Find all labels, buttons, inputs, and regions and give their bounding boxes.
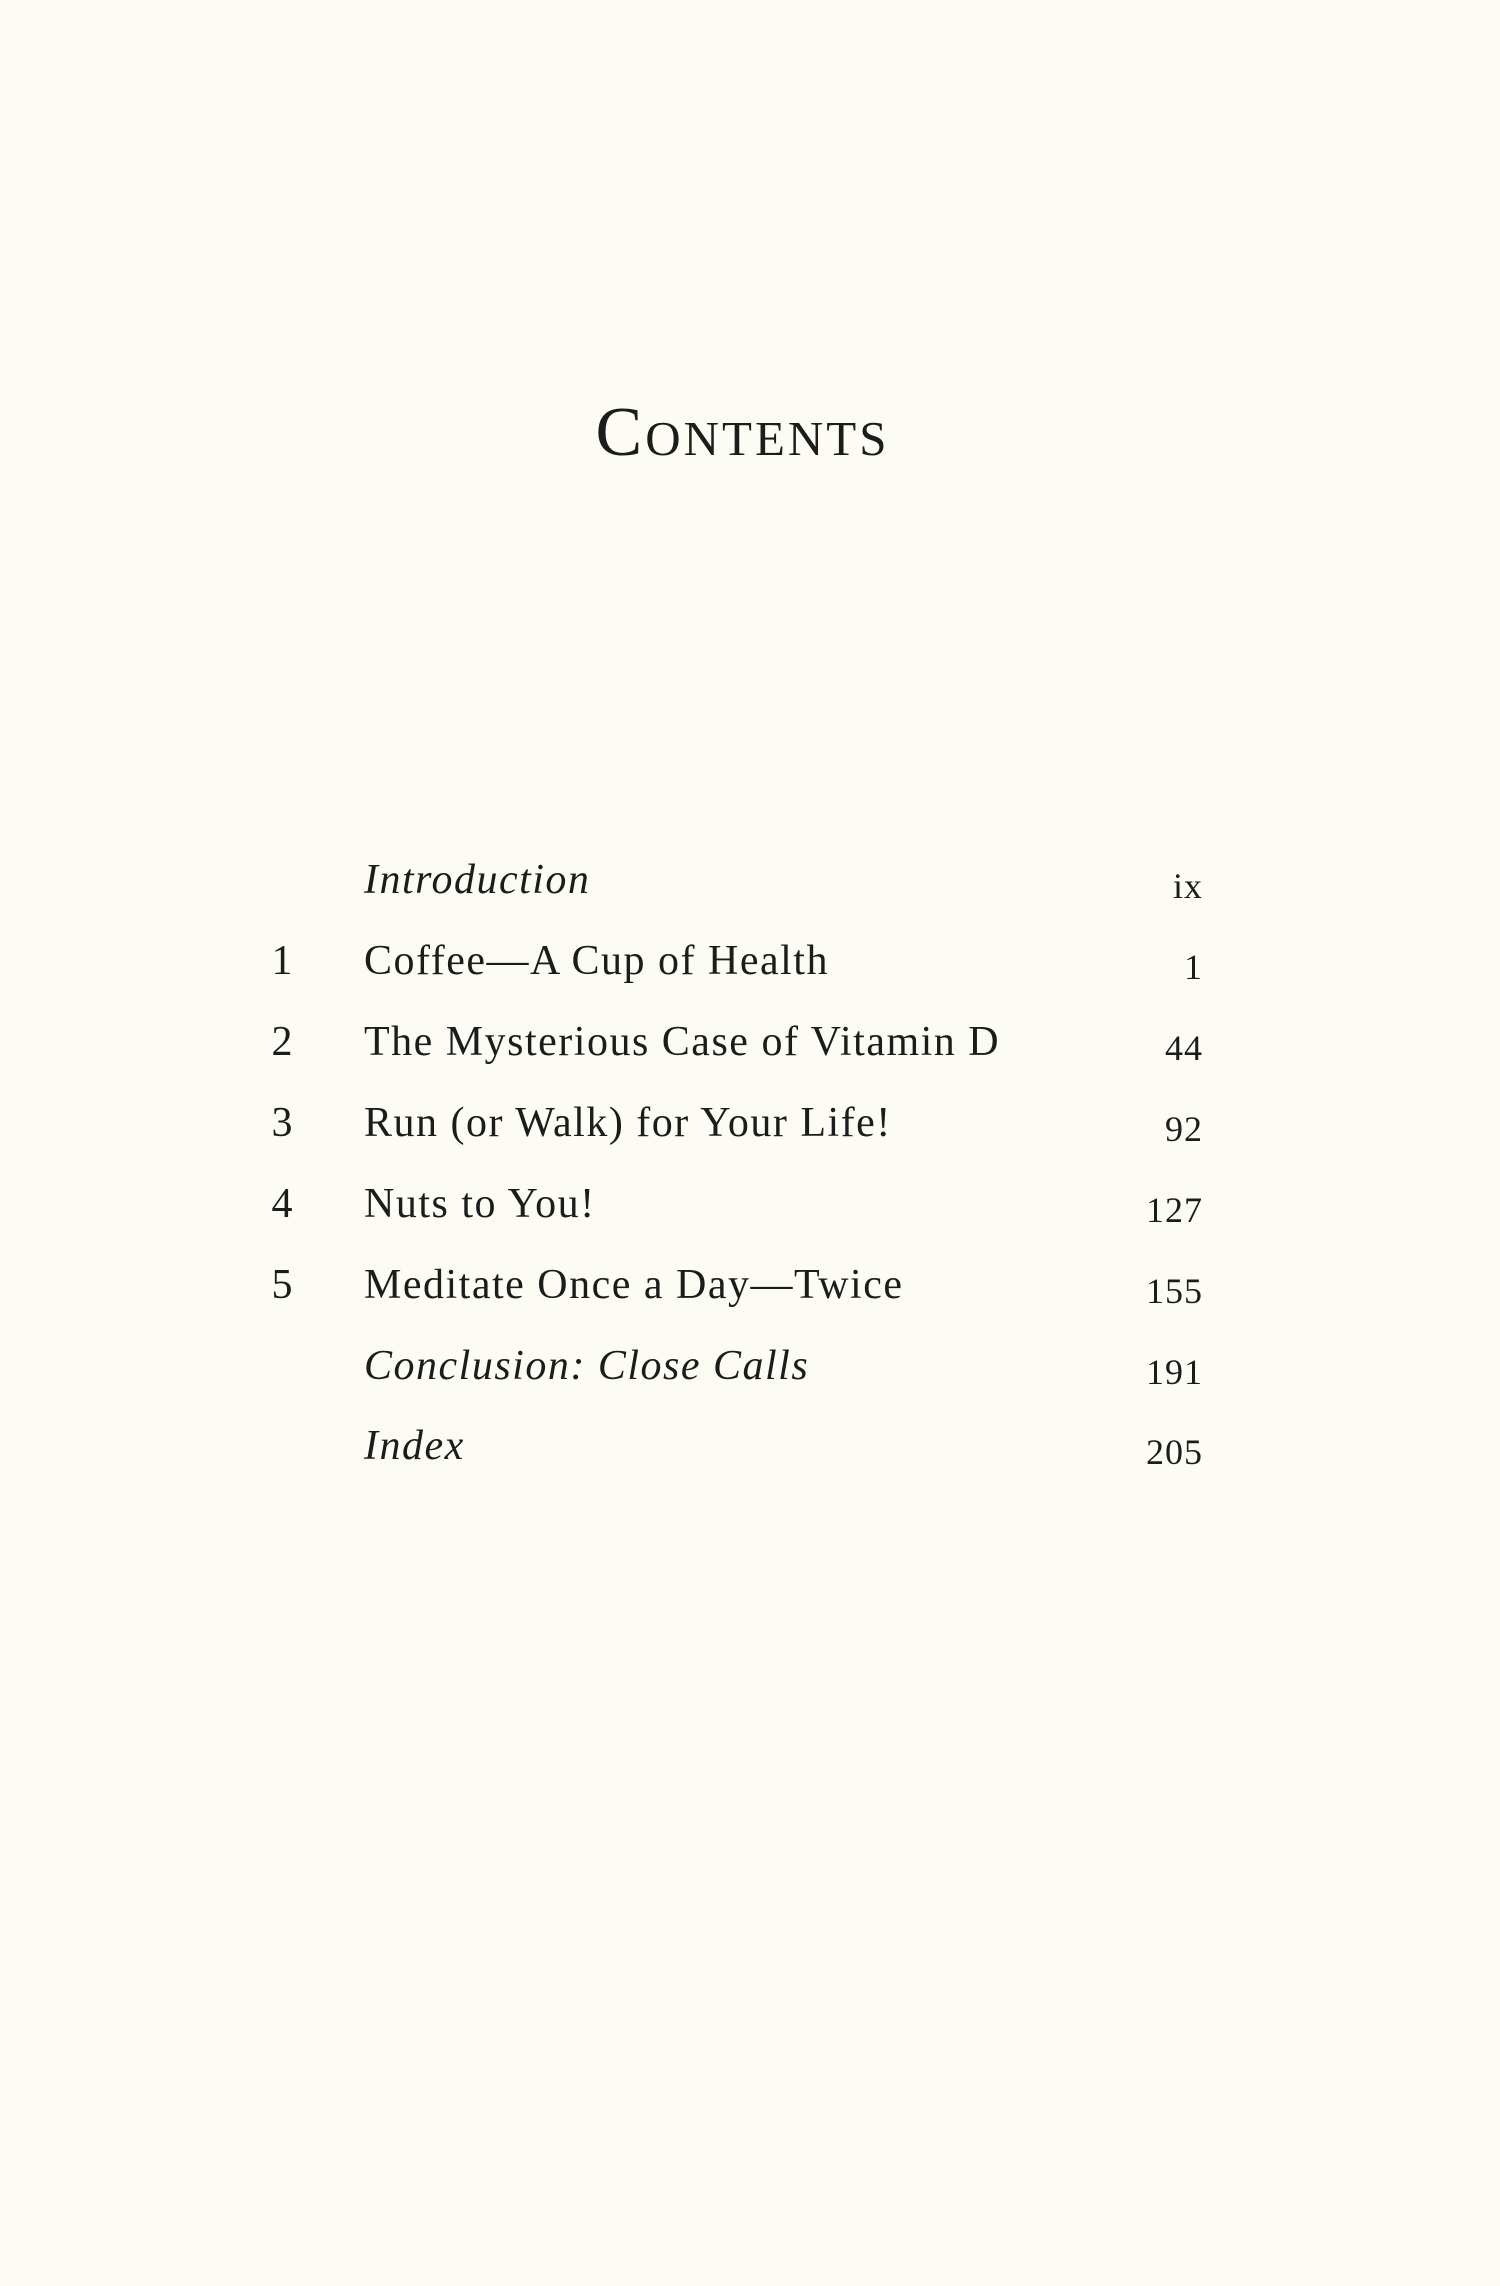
- toc-entry-chapter-1[interactable]: [0, 931, 1500, 991]
- chapter-number: 1: [271, 938, 293, 984]
- page-title: Contents: [595, 394, 890, 471]
- page-number: 155: [1146, 1271, 1203, 1311]
- page-number: ix: [1172, 866, 1203, 906]
- chapter-title: Run (or Walk) for Your Life!: [364, 1100, 892, 1146]
- chapter-title: Introduction: [364, 857, 591, 903]
- chapter-title: Meditate Once a Day—Twice: [364, 1262, 904, 1308]
- page-number: 191: [1146, 1352, 1203, 1392]
- toc-entry-conclusion[interactable]: [0, 1336, 1500, 1396]
- toc-entry-chapter-4[interactable]: [0, 1174, 1500, 1234]
- chapter-title: The Mysterious Case of Vitamin D: [364, 1019, 1001, 1065]
- chapter-number: 2: [271, 1019, 293, 1065]
- chapter-number: 3: [271, 1100, 293, 1146]
- toc-entry-index[interactable]: [0, 1416, 1500, 1476]
- page-number: 205: [1146, 1432, 1203, 1472]
- toc-entry-chapter-3[interactable]: [0, 1093, 1500, 1153]
- chapter-title: Nuts to You!: [364, 1181, 596, 1227]
- chapter-title: Index: [364, 1423, 465, 1469]
- page-number: 127: [1146, 1190, 1203, 1230]
- chapter-title: Conclusion: Close Calls: [364, 1343, 810, 1389]
- page-number: 92: [1165, 1109, 1203, 1149]
- toc-entry-introduction[interactable]: [0, 850, 1500, 910]
- toc-entry-chapter-5[interactable]: [0, 1255, 1500, 1315]
- toc-entry-chapter-2[interactable]: [0, 1012, 1500, 1072]
- page-number: 1: [1184, 947, 1203, 987]
- chapter-number: 5: [271, 1262, 293, 1308]
- page-number: 44: [1165, 1028, 1203, 1068]
- chapter-title: Coffee—A Cup of Health: [364, 938, 829, 984]
- chapter-number: 4: [271, 1181, 293, 1227]
